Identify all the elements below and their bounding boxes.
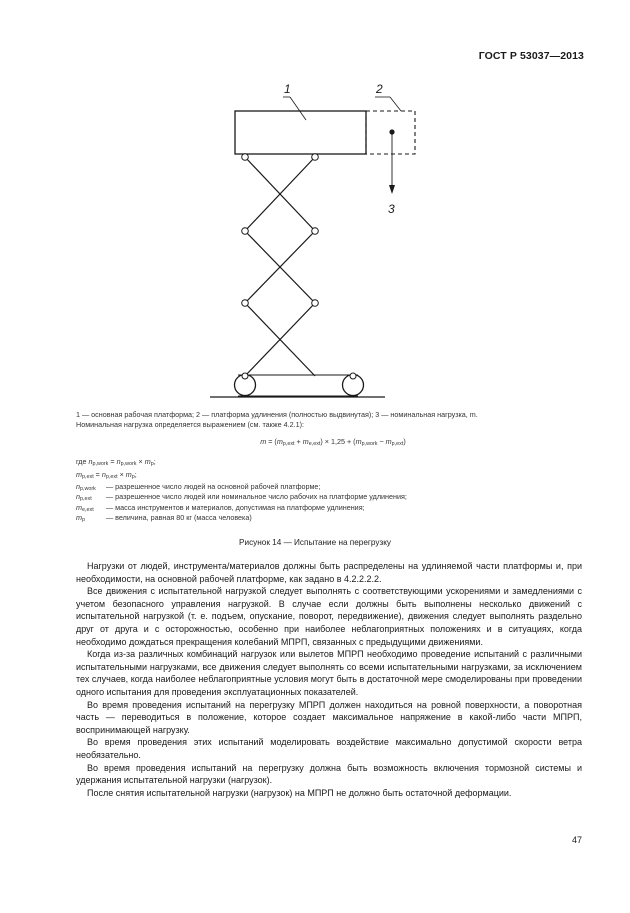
- scissor-lift-figure: [200, 78, 440, 408]
- where-line-1: где $n_{p,work} = n_{p,work} \times m_p$;: [76, 457, 156, 468]
- paragraph: Когда из-за различных комбинаций нагрузок или вылетов МПРП необходимо проведение испытаний с различными испытательными нагрузками, все движения следует выполнять со всеми испытательными нагрузками, за исключением тех случаев, когда наиболее неблагоприятные условия могут быть в достаточной мере смоделированы при проведении одного испытания для проведения эксплуатационных показателей.: [76, 649, 582, 697]
- legend-line-1: 1 — основная рабочая платформа; 2 — платформа удлинения (полностью выдвинутая); 3 — номинальная нагрузка, m.: [76, 410, 478, 419]
- paragraph: Во время проведения испытаний на перегрузку должна быть возможность включения тормозной системы и удержания испытательной нагрузки (нагрузок).: [76, 762, 582, 786]
- definition-row: $m_{e,ext}$ — масса инструментов и материалов, допустимая на платформе удлинения;: [76, 502, 365, 513]
- definition-row: $n_{p,work}$ — разрешенное число людей на основной рабочей платформе;: [76, 482, 321, 493]
- definition-row: $m_p$ — величина, равная 80 кг (масса человека): [76, 513, 252, 524]
- callout-1: 1: [284, 82, 291, 96]
- figure-legend: [76, 410, 556, 524]
- scissor-arms: [245, 157, 315, 376]
- paragraph: Во время проведения этих испытаний моделировать воздействие максимально допустимой скорости ветра необязательно.: [76, 737, 582, 760]
- where-line-2: $m_{p,ext} = n_{p,ext} \times m_p$;: [76, 469, 137, 480]
- paragraph: Все движения с испытательной нагрузкой следует выполнять с соответствующими ускорениями и замедлениями с учетом безопасного управления нагрузкой. В случае если должны быть выполнены несколько движений с испытательной нагрузкой (т. е. подъем, опускание, поворот, передвижение), движения следует выполнять раздельно друг от друга и с осторожностью, особенно при наиболее неблагоприятных положениях и в ситуациях, когда необходимо дождаться прекращения колебаний МПРП, связанных с предыдущими движениями.: [76, 586, 582, 647]
- page-number: 47: [571, 835, 582, 845]
- paragraph: После снятия испытательной нагрузки (нагрузок) на МПРП не должно быть остаточной деформации.: [87, 787, 512, 798]
- callout-2: 2: [376, 82, 383, 96]
- load-formula: $m = (m_{p,ext} + m_{e,ext}) \times 1,25 + (m_{p,work} - m_{p,ext})$: [260, 436, 406, 447]
- definition-row: $n_{p,ext}$ — разрешенное число людей или номинальное число рабочих на платформе удлинения;: [76, 492, 407, 503]
- document-code: ГОСТ Р 53037—2013: [478, 50, 584, 62]
- paragraph: Нагрузки от людей, инструмента/материалов должны быть распределены на удлиняемой части платформы и, при необходимости, на основной рабочей платформе, как задано в 4.2.2.2.2.: [76, 561, 582, 584]
- figure-caption: Рисунок 14 — Испытание на перегрузку: [239, 538, 391, 547]
- paragraph: Во время проведения испытаний на перегрузку МПРП должен находиться на ровной поверхности, а поворотная часть — переводиться в положение, которое создает максимальное напряжение в какой-либо части МПРП, воспринимающей нагрузку.: [76, 699, 582, 735]
- main-platform: [235, 111, 366, 154]
- legend-line-2: Номинальная нагрузка определяется выражением (см. также 4.2.1):: [76, 420, 304, 430]
- body-text: [76, 560, 582, 799]
- callout-3: 3: [388, 202, 395, 216]
